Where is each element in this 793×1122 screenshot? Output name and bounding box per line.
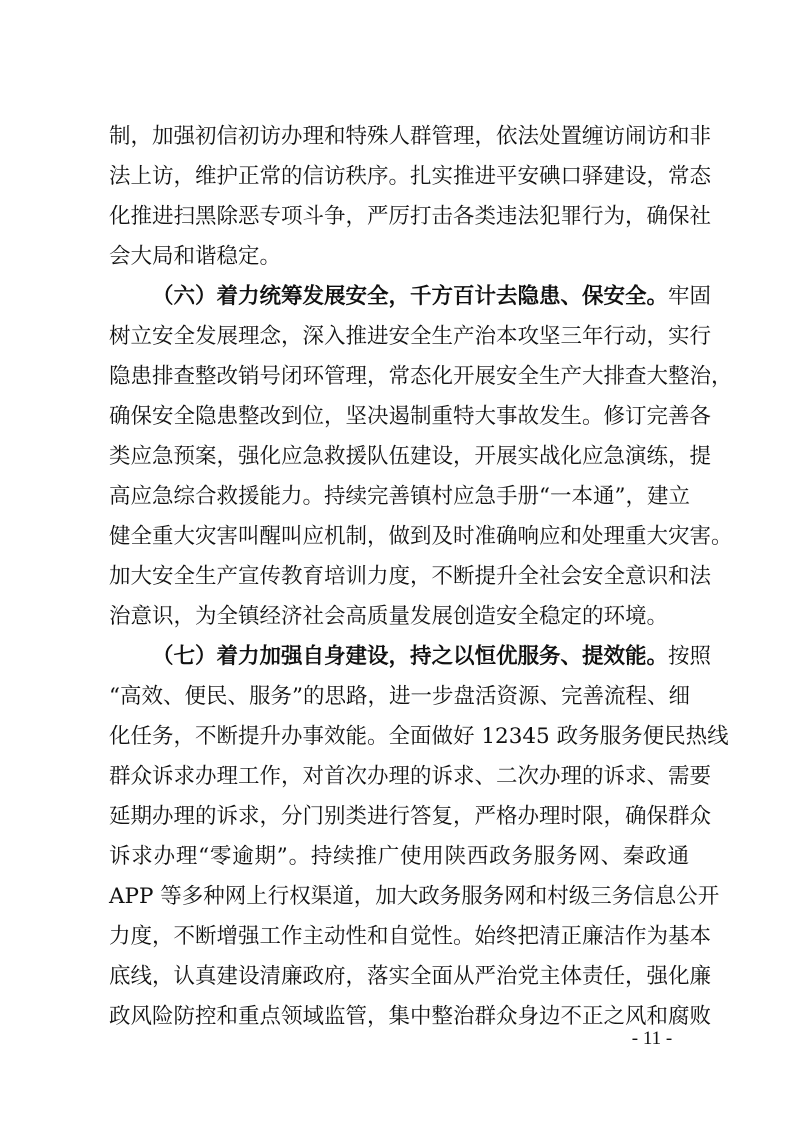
paragraph-line: 政风险防控和重点领域监管，集中整治群众身边不正之风和腐败 <box>109 1004 712 1029</box>
paragraph-line: 类应急预案，强化应急救援队伍建设，开展实战化应急演练，提 <box>109 444 712 469</box>
page-number: - 11 - <box>631 1028 673 1049</box>
paragraph-line: 化推进扫黑除恶专项斗争，严厉打击各类违法犯罪行为，确保社 <box>109 204 712 229</box>
paragraph-line: 树立安全发展理念，深入推进安全生产治本攻坚三年行动，实行 <box>109 324 712 349</box>
paragraph-line: “高效、便民、服务”的思路，进一步盘活资源、完善流程、细 <box>109 684 690 709</box>
section-heading: （六）着力统筹发展安全，千方百计去隐患、保安全。 <box>152 284 669 309</box>
paragraph-text: 按照 <box>668 644 712 669</box>
paragraph-line: 底线，认真建设清廉政府，落实全面从严治党主体责任，强化廉 <box>109 964 712 989</box>
paragraph-line: 高应急综合救援能力。持续完善镇村应急手册“一本通”，建立 <box>109 484 690 509</box>
paragraph-line: 加大安全生产宣传教育培训力度，不断提升全社会安全意识和法 <box>109 564 712 589</box>
paragraph-line: 会大局和谐稳定。 <box>109 244 282 269</box>
paragraph-line <box>152 277 712 317</box>
paragraph-line: 制，加强初信初访办理和特殊人群管理，依法处置缠访闹访和非 <box>109 124 712 149</box>
paragraph-line: 诉求办理“零逾期”。持续推广使用陕西政务服务网、秦政通 <box>109 844 689 869</box>
paragraph-line: 群众诉求办理工作，对首次办理的诉求、二次办理的诉求、需要 <box>109 764 712 789</box>
paragraph-line: 力度，不断增强工作主动性和自觉性。始终把清正廉洁作为基本 <box>109 924 712 949</box>
paragraph-line: APP 等多种网上行权渠道，加大政务服务网和村级三务信息公开 <box>109 884 720 909</box>
paragraph-line: 确保安全隐患整改到位，坚决遏制重特大事故发生。修订完善各 <box>109 404 712 429</box>
paragraph-line <box>152 637 712 677</box>
paragraph-line: 化任务，不断提升办事效能。全面做好 12345 政务服务便民热线 <box>109 724 729 749</box>
paragraph-text: 牢固 <box>668 284 712 309</box>
paragraph-line: 健全重大灾害叫醒叫应机制，做到及时准确响应和处理重大灾害。 <box>109 524 733 549</box>
paragraph-line: 法上访，维护正常的信访秩序。扎实推进平安碘口驿建设，常态 <box>109 164 712 189</box>
paragraph-line: 延期办理的诉求，分门别类进行答复，严格办理时限，确保群众 <box>109 804 712 829</box>
section-heading: （七）着力加强自身建设，持之以恒优服务、提效能。 <box>152 644 669 669</box>
paragraph-line: 隐患排查整改销号闭环管理，常态化开展安全生产大排查大整治， <box>109 364 733 389</box>
paragraph-line: 治意识，为全镇经济社会高质量发展创造安全稳定的环境。 <box>109 604 669 629</box>
